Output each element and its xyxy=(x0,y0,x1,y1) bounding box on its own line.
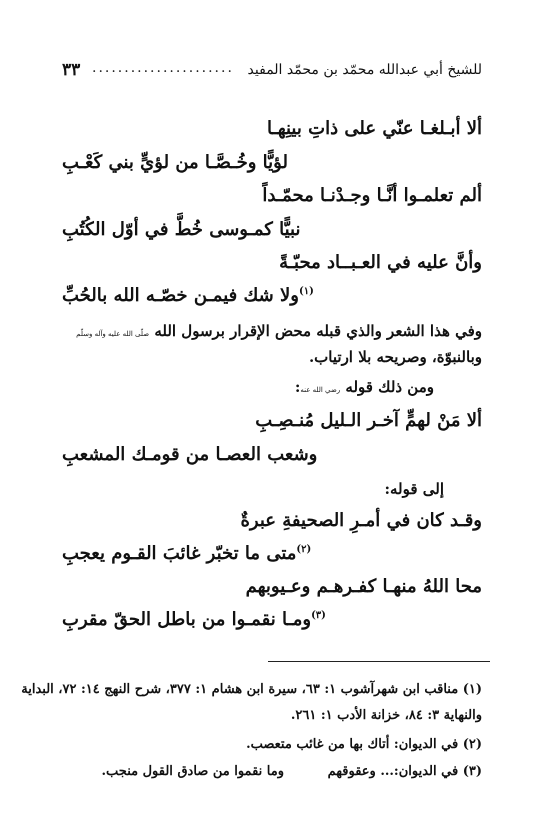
footnote-separator xyxy=(268,661,490,662)
verse-7: ألا مَنْ لهمٍّ آخـر الـليل مُنـصِـبِ xyxy=(255,410,482,431)
verse-8: وشعب العصـا من قومـك المشعبِ xyxy=(62,444,318,465)
verse-6-text: ولا شك فيمـن خصّـه الله بالحُبِّ xyxy=(62,285,299,306)
verse-12 xyxy=(62,609,326,630)
prose-line-2: وبالنبوّة، وصريحه بلا ارتياب. xyxy=(308,348,482,366)
prose-line-3 xyxy=(295,378,434,396)
footnote-2: (٢) في الديوان: أتاك بها من غائب متعصب. xyxy=(246,737,482,752)
honorific-salawat: صلّى الله عليه وآله وسلّم xyxy=(76,330,150,338)
page-number: ٣٣ xyxy=(62,60,81,80)
honorific-radiya: رضي الله عنه xyxy=(300,386,341,394)
running-header-title: للشيخ أبي عبدالله محمّد بن محمّد المفيد xyxy=(247,62,482,78)
footnote-ref-2: (٢) xyxy=(296,544,312,555)
verse-9: وقـد كان في أمـرِ الصحيفةِ عبرةٌ xyxy=(240,510,482,531)
prose-line-3-colon: : xyxy=(294,378,301,396)
verse-1: ألا أبـلغـا عنّي على ذاتِ بينِهـا xyxy=(266,118,482,139)
footnote-ref-1: (١) xyxy=(299,286,314,297)
footnote-ref-3: (٣) xyxy=(311,610,326,621)
verse-3: ألم تعلمـوا أنَّـا وجـدْنـا محمّـداً xyxy=(262,185,482,206)
footnote-1-line-1: (١) مناقب ابن شهرآشوب ١: ٦٣، سيرة ابن هشام ١: ٣٧٧، شرح النهج ١٤: ٧٢، البداية xyxy=(21,682,482,697)
verse-11: محا اللهُ منهـا كفـرهـم وعـيوبهم xyxy=(245,576,482,597)
footnote-1-line-2: والنهاية ٣: ٨٤، خزانة الأدب ١: ٢٦١. xyxy=(290,708,482,723)
verse-4: نبيًّا كمـوسى خُطَّ في أوّل الكُتُبِ xyxy=(62,219,301,240)
verse-5: وأنَّ عليه في العـبــاد محبّـةً xyxy=(279,252,482,273)
footnote-3-part-1: (٣) في الديوان:... وعقوقهم xyxy=(327,764,482,779)
footnote-3-part-2: وما نقموا من صادق القول منجب. xyxy=(101,764,284,779)
verse-10-text: متى ما تخبّر غائبَ القـوم يعجبِ xyxy=(62,543,297,564)
verse-12-text: ومـا نقمـوا من باطل الحقّ مقربِ xyxy=(62,609,312,630)
verse-2: لؤيًّا وخُـصَّـا من لؤيٍّ بني كَعْـبِ xyxy=(62,152,288,173)
prose-line-1-text: وفي هذا الشعر والذي قبله محض الإقرار برسول الله xyxy=(154,322,482,340)
header-leader-dots: ...................... xyxy=(92,60,234,76)
prose-line-3-text: ومن ذلك قوله xyxy=(345,378,434,396)
verse-6 xyxy=(62,285,314,306)
verse-10 xyxy=(62,543,311,564)
prose-line-1 xyxy=(76,322,482,340)
prose-line-4: إلى قوله: xyxy=(384,480,444,498)
